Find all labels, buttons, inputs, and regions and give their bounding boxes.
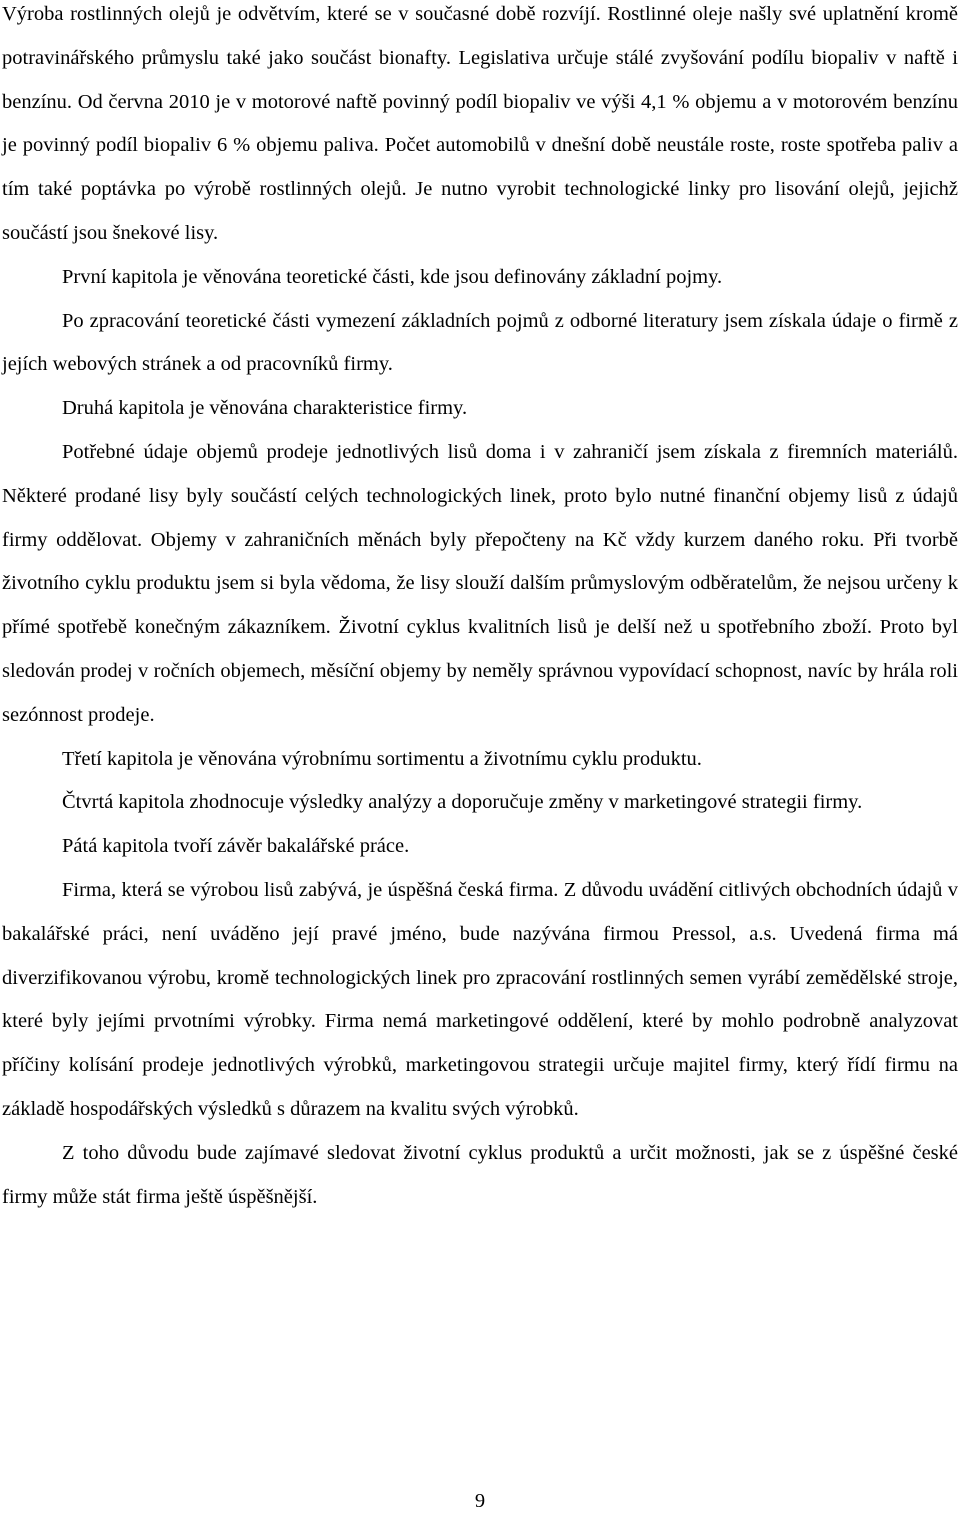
page-number: 9 [474, 1490, 486, 1512]
paragraph-intro-biofuels: Výroba rostlinných olejů je odvětvím, které se v současné době rozvíjí. Rostlinné oleje našly své uplatnění kromě potravinářského průmyslu také jako součást bionafty. Legislativa určuje stálé zvyšování podílu biopaliv v naftě i benzínu. Od června 2010 je v motorové naftě povinný podíl biopaliv ve výši 4,1 % objemu a v motorovém benzínu je povinný podíl biopaliv 6 % objemu paliva. Počet automobilů v dnešní době neustále roste, roste spotřeba paliv a tím také poptávka po výrobě rostlinných olejů. Je nutno vyrobit technologické linky pro lisování olejů, jejichž součástí jsou šnekové lisy. [2, 3, 958, 244]
paragraph-chapter-four: Čtvrtá kapitola zhodnocuje výsledky analýzy a doporučuje změny v marketingové strategii firmy. [62, 791, 863, 814]
paragraph-company-description: Firma, která se výrobou lisů zabývá, je úspěšná česká firma. Z důvodu uvádění citlivých obchodních údajů v bakalářské práci, není uváděno její pravé jméno, bude nazývána firmou Pressol, a.s. Uvedená firma má diverzifikovanou výrobu, kromě technologických linek pro zpracování rostlinných semen vyrábí zemědělské stroje, které byly jejími prvotními výrobky. Firma nemá marketingové oddělení, které by mohlo podrobně analyzovat příčiny kolísání prodeje jednotlivých výrobků, marketingovou strategii určuje majitel firmy, který řídí firmu na základě hospodářských výsledků s důrazem na kvalitu svých výrobků. [2, 878, 958, 1120]
paragraph-chapter-three: Třetí kapitola je věnována výrobnímu sortimentu a životnímu cyklu produktu. [62, 747, 702, 770]
document-body [2, 0, 958, 1219]
paragraph-conclusion-aim: Z toho důvodu bude zajímavé sledovat životní cyklus produktů a určit možnosti, jak se z úspěšné české firmy může stát firma ještě úspěšnější. [2, 1141, 958, 1208]
paragraph-data-sources: Po zpracování teoretické části vymezení základních pojmů z odborné literatury jsem získala údaje o firmě z jejích webových stránek a od pracovníků firmy. [2, 309, 958, 376]
paragraph-sales-methodology: Potřebné údaje objemů prodeje jednotlivých lisů doma i v zahraničí jsem získala z firemních materiálů. Některé prodané lisy byly součástí celých technologických linek, proto bylo nutné finanční objemy lisů z údajů firmy oddělovat. Objemy v zahraničních měnách byly přepočteny na Kč vždy kurzem daného roku. Při tvorbě životního cyklu produktu jsem si byla vědoma, že lisy slouží dalším průmyslovým odběratelům, že nejsou určeny k přímé spotřebě konečným zákazníkem. Životní cyklus kvalitních lisů je delší než u spotřebního zboží. Proto byl sledován prodej v ročních objemech, měsíční objemy by neměly správnou vypovídací schopnost, navíc by hrála roli sezónnost prodeje. [2, 440, 958, 726]
paragraph-chapter-two: Druhá kapitola je věnována charakteristice firmy. [62, 397, 468, 420]
paragraph-chapter-one: První kapitola je věnována teoretické části, kde jsou definovány základní pojmy. [62, 265, 723, 288]
paragraph-chapter-five: Pátá kapitola tvoří závěr bakalářské práce. [62, 835, 410, 858]
